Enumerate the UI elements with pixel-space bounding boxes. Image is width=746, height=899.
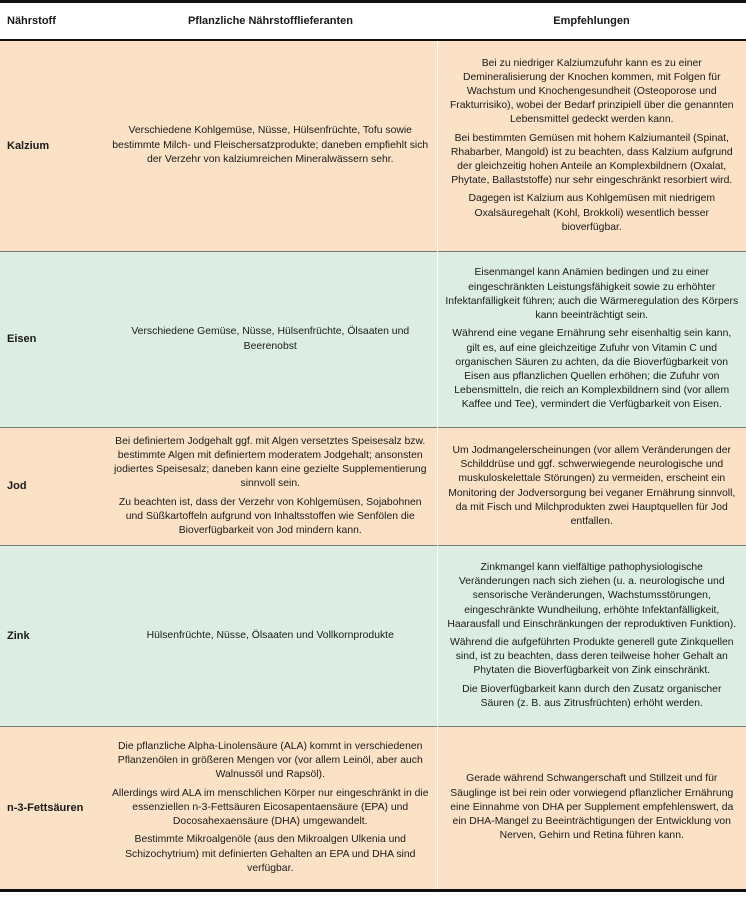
- recommendation-paragraph: Um Jodmangelerscheinungen (vor allem Veränderungen der Schilddrüse und ggf. schwerwiegende neurologische und muskuloskelettale Störungen) zu vermeiden, erscheint ein Monitoring der Jodversorgung bei veganer Ernährung sinnvoll, da mit Fisch und Milchprodukten zwei Hauptquellen für Jod entfallen.: [448, 444, 736, 527]
- table-row: [0, 727, 746, 891]
- nutrient-name: Jod: [0, 428, 104, 546]
- recommendation-paragraph: Dagegen ist Kalzium aus Kohlgemüsen mit niedrigem Oxalsäuregehalt (Kohl, Brokkoli) wesentlich besser bioverfügbar.: [468, 193, 716, 233]
- recommendation-paragraph: Zinkmangel kann vielfältige pathophysiologische Veränderungen nach sich ziehen (u. a. neurologische und sensorische Veränderungen, Wachstumsstörungen, eingeschränkte Wundheilung, erhöhte Infektanfälligkeit, Haarausfall und Einschränkungen der reproduktiven Funktion).: [447, 561, 737, 630]
- recommendation-paragraph: Bei zu niedriger Kalziumzufuhr kann es zu einer Demineralisierung der Knochen kommen, mit Folgen für Wachstum und Knochengesundheit (Osteoporose und Frakturrisiko), wobei der Bedarf prinzipiell über die genannten Lebensmittel gedeckt werden kann.: [449, 57, 734, 126]
- recommendation-paragraph: Bei bestimmten Gemüsen mit hohem Kalziumanteil (Spinat, Rhabarber, Mangold) ist zu beachten, dass Kalzium aufgrund der gleichzeitig hohen Anteile an Komplexbildnern (Oxalat, Phytate, Ballaststoffe) nur sehr eingeschränkt resorbiert wird.: [450, 132, 733, 187]
- recommendation-paragraph: Während die aufgeführten Produkte generell gute Zinkquellen sind, ist zu beachten, dass deren teilweise hoher Gehalt an Phytaten die Bioverfügbarkeit von Zink einschränkt.: [449, 637, 734, 677]
- sources-paragraph: Verschiedene Kohlgemüse, Nüsse, Hülsenfrüchte, Tofu sowie bestimmte Milch- und Fleischersatzprodukte; daneben empfiehlt sich der Verzehr von kalziumreichen Mineralwässern sehr.: [112, 125, 429, 165]
- sources-cell: [104, 428, 437, 546]
- nutrient-name: Kalzium: [0, 40, 104, 252]
- header-recommendations: Empfehlungen: [437, 2, 746, 40]
- table-row: [0, 252, 746, 428]
- nutrient-name: Zink: [0, 546, 104, 727]
- header-sources: Pflanzliche Nährstofflieferanten: [104, 2, 437, 40]
- recommendation-paragraph: Gerade während Schwangerschaft und Stillzeit und für Säuglinge ist bei rein oder vorwiegend pflanzlicher Ernährung eine Einnahme von DHA per Supplement empfehlenswert, da ein DHA-Mangel zu Beeinträchtigungen der Entwicklung von Nerven, Gehirn und Retina führen kann.: [450, 773, 734, 842]
- sources-paragraph: Allerdings wird ALA im menschlichen Körper nur eingeschränkt in die essenziellen n-3-Fettsäuren Eicosapentaensäure (EPA) und Docosahexaensäure (DHA) umgewandelt.: [112, 787, 429, 828]
- nutrient-name: n-3-Fettsäuren: [0, 727, 104, 891]
- sources-paragraph: Bestimmte Mikroalgenöle (aus den Mikroalgen Ulkenia und Schizochytrium) mit definierten Gehalten an EPA und DHA sind verfügbar.: [125, 834, 416, 874]
- sources-cell: [104, 546, 437, 727]
- table-row: [0, 546, 746, 727]
- table-row: [0, 40, 746, 252]
- recommendations-cell: [437, 546, 746, 727]
- recommendations-cell: [437, 40, 746, 252]
- sources-cell: [104, 252, 437, 428]
- sources-paragraph: Zu beachten ist, dass der Verzehr von Kohlgemüsen, Sojabohnen und Süßkartoffeln aufgrund von Inhaltsstoffen wie Senfölen die Bioverfügbarkeit von Jod mindern kann.: [118, 496, 422, 536]
- recommendation-paragraph: Eisenmangel kann Anämien bedingen und zu einer eingeschränkten Leistungsfähigkeit sowie zu erhöhter Infektanfälligkeit führen; auch die Wärmeregulation des Körpers kann beeinträchtigt sein.: [445, 267, 739, 322]
- table-row: [0, 428, 746, 546]
- sources-paragraph: Verschiedene Gemüse, Nüsse, Hülsenfrüchte, Ölsaaten und Beerenobst: [131, 326, 410, 352]
- header-row: [0, 2, 746, 40]
- table-header: [0, 2, 746, 40]
- sources-paragraph: Bei definiertem Jodgehalt ggf. mit Algen versetztes Speisesalz bzw. bestimmte Algen mit definiertem moderatem Jodgehalt; ansonsten jodiertes Speisesalz; daneben kann eine gezielte Supplementierung sinnvoll sein.: [113, 435, 427, 490]
- recommendations-cell: [437, 727, 746, 891]
- sources-paragraph: Hülsenfrüchte, Nüsse, Ölsaaten und Vollkornprodukte: [146, 629, 394, 641]
- sources-cell: [104, 727, 437, 891]
- recommendation-paragraph: Die Bioverfügbarkeit kann durch den Zusatz organischer Säuren (z. B. aus Zitrusfrüchten) erhöht werden.: [462, 683, 722, 709]
- nutrient-name: Eisen: [0, 252, 104, 428]
- table-body: [0, 40, 746, 891]
- sources-cell: [104, 40, 437, 252]
- sources-paragraph: Die pflanzliche Alpha-Linolensäure (ALA) kommt in verschiedenen Pflanzenölen in größeren Mengen vor (vor allem Leinöl, aber auch Walnussöl und Rapsöl).: [117, 741, 423, 781]
- recommendation-paragraph: Während eine vegane Ernährung sehr eisenhaltig sein kann, gilt es, auf eine gleichzeitige Zufuhr von Vitamin C und organischen Säuren zu achten, da die Bioverfügbarkeit von Eisen aus pflanzlichen Quellen erhöhen; die Zufuhr von Lebensmitteln, die reich an Komplexbildnern sind (vor allem Kaffee und Tee), vermindert die Verfügbarkeit von Eisen.: [452, 328, 732, 411]
- recommendations-cell: [437, 428, 746, 546]
- recommendations-cell: [437, 252, 746, 428]
- header-nutrient: Nährstoff: [0, 2, 104, 40]
